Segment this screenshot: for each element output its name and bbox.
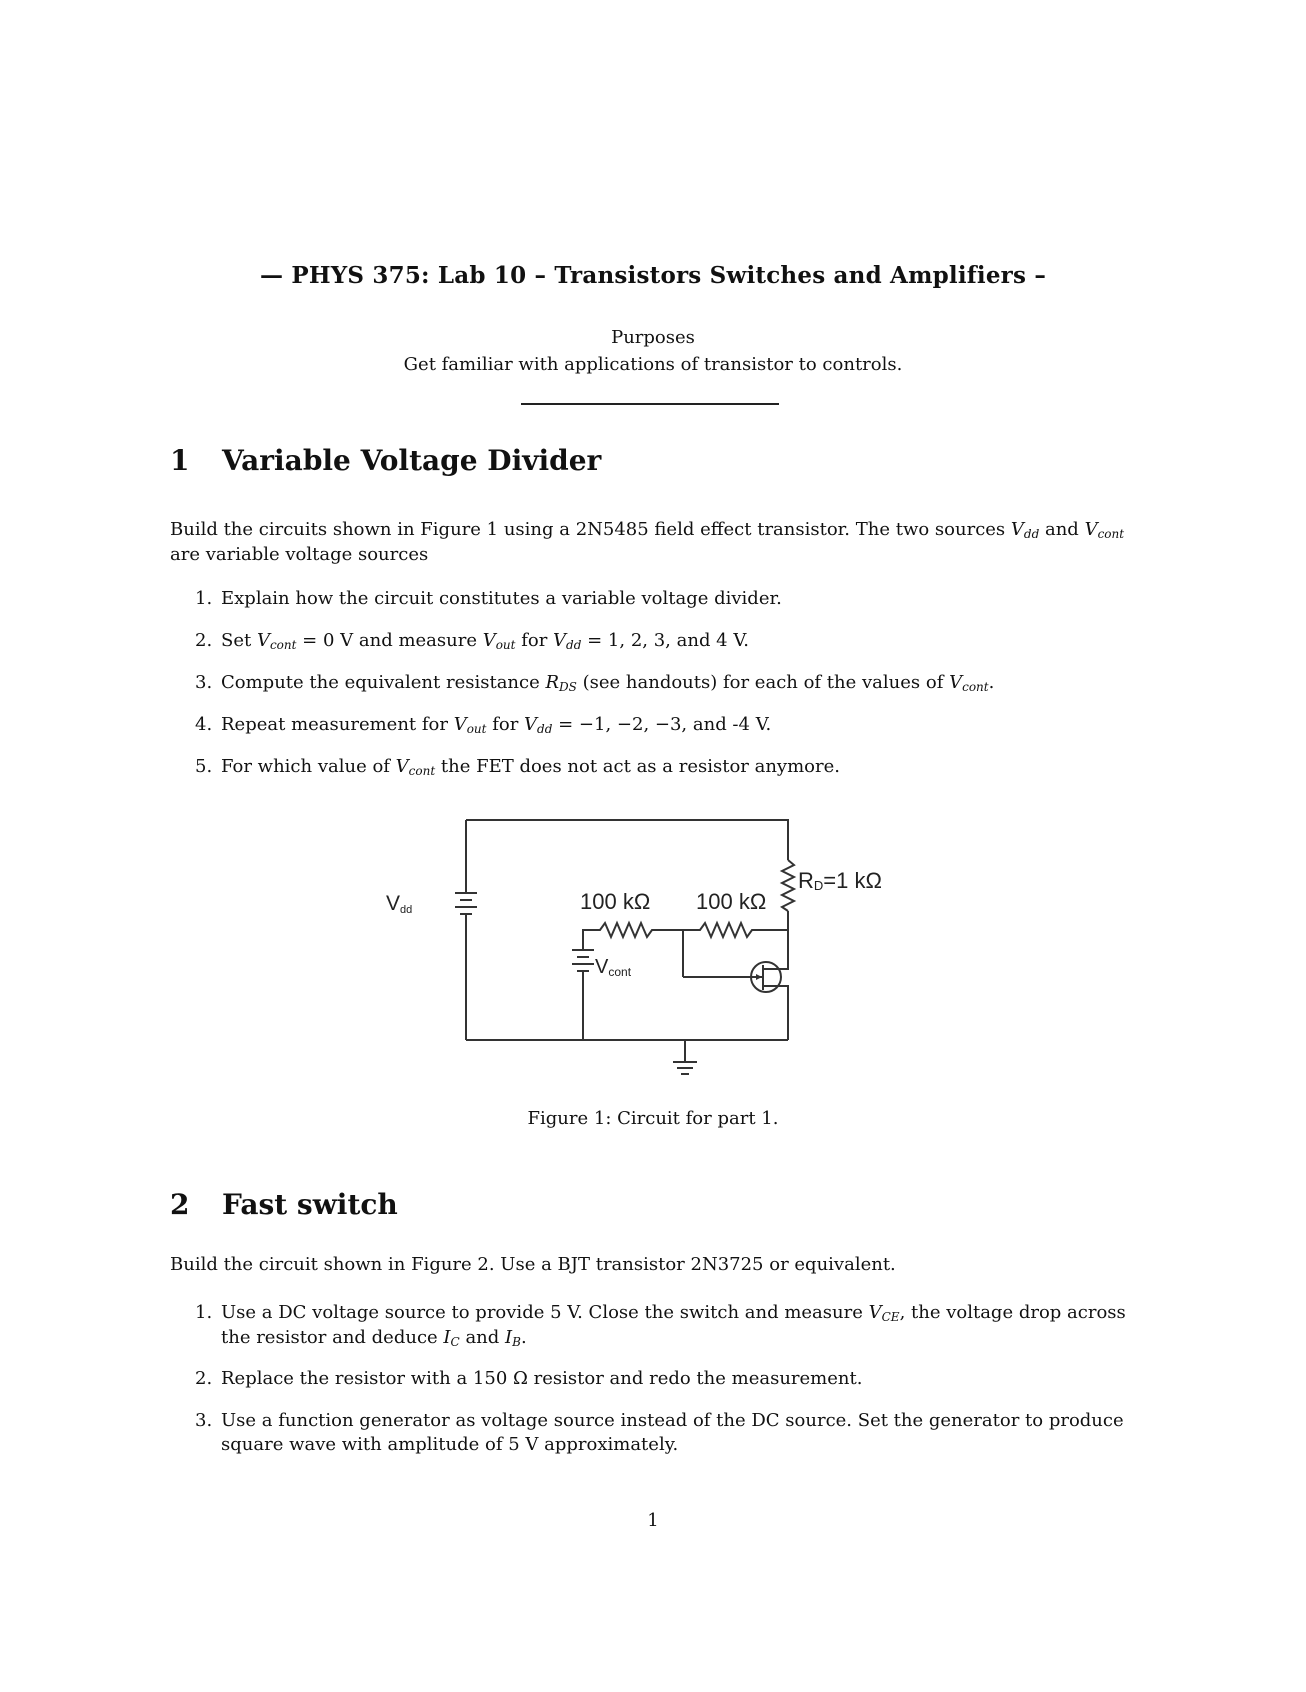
figure-1-caption: Figure 1: Circuit for part 1. <box>527 1108 779 1129</box>
purposes-text: Get familiar with applications of transistor to controls. <box>403 354 903 375</box>
section-2-heading <box>170 1188 398 1221</box>
section-1-title: Variable Voltage Divider <box>222 444 602 477</box>
section-1-heading <box>170 444 601 477</box>
list-item: 3. Compute the equivalent resistance RDS (see handouts) for each of the values of Vcont. <box>195 672 995 694</box>
rd-label: RD=1 kΩ <box>798 868 882 893</box>
top-wire <box>466 820 788 860</box>
section-2-intro: Build the circuit shown in Figure 2. Use a BJT transistor 2N3725 or equivalent. <box>170 1254 896 1275</box>
list-item: 5. For which value of Vcont the FET does not act as a resistor anymore. <box>195 756 840 778</box>
section-2-number: 2 <box>170 1188 190 1221</box>
rd-resistor <box>782 860 794 911</box>
section-2-title: Fast switch <box>222 1188 398 1221</box>
purposes-block <box>0 324 1306 378</box>
page-number: 1 <box>647 1510 659 1531</box>
list-item: 3. Use a function generator as voltage source instead of the DC source. Set the generator to produce square wave with amplitude of 5 V approximately. <box>195 1410 1124 1455</box>
vdd-label: Vdd <box>386 892 413 916</box>
r2-label: 100 kΩ <box>696 889 767 914</box>
title-divider <box>521 403 779 405</box>
list-item: 1. Explain how the circuit constitutes a variable voltage divider. <box>195 588 782 609</box>
list-item: 2. Set Vcont = 0 V and measure Vout for Vdd = 1, 2, 3, and 4 V. <box>195 630 749 652</box>
r2-resistor <box>683 923 788 937</box>
section-1-intro: Build the circuits shown in Figure 1 using a 2N5485 field effect transistor. The two sources Vdd and Vcont are variable voltage sources <box>170 519 1125 565</box>
fet-arrow <box>756 974 762 980</box>
list-item: 4. Repeat measurement for Vout for Vdd = −1, −2, −3, and -4 V. <box>195 714 772 736</box>
list-item: 1. Use a DC voltage source to provide 5 V. Close the switch and measure VCE, the voltage drop across the resistor and deduce IC and IB. <box>195 1302 1126 1349</box>
list-item: 2. Replace the resistor with a 150 Ω resistor and redo the measurement. <box>195 1368 863 1389</box>
section-1-number: 1 <box>170 444 190 477</box>
circuit-diagram <box>386 810 920 1080</box>
document-title: — PHYS 375: Lab 10 – Transistors Switches and Amplifiers – <box>259 262 1047 289</box>
r1-label: 100 kΩ <box>580 889 651 914</box>
r1-resistor <box>583 923 683 940</box>
vcont-label: Vcont <box>595 956 632 979</box>
purposes-label: Purposes <box>611 327 695 348</box>
